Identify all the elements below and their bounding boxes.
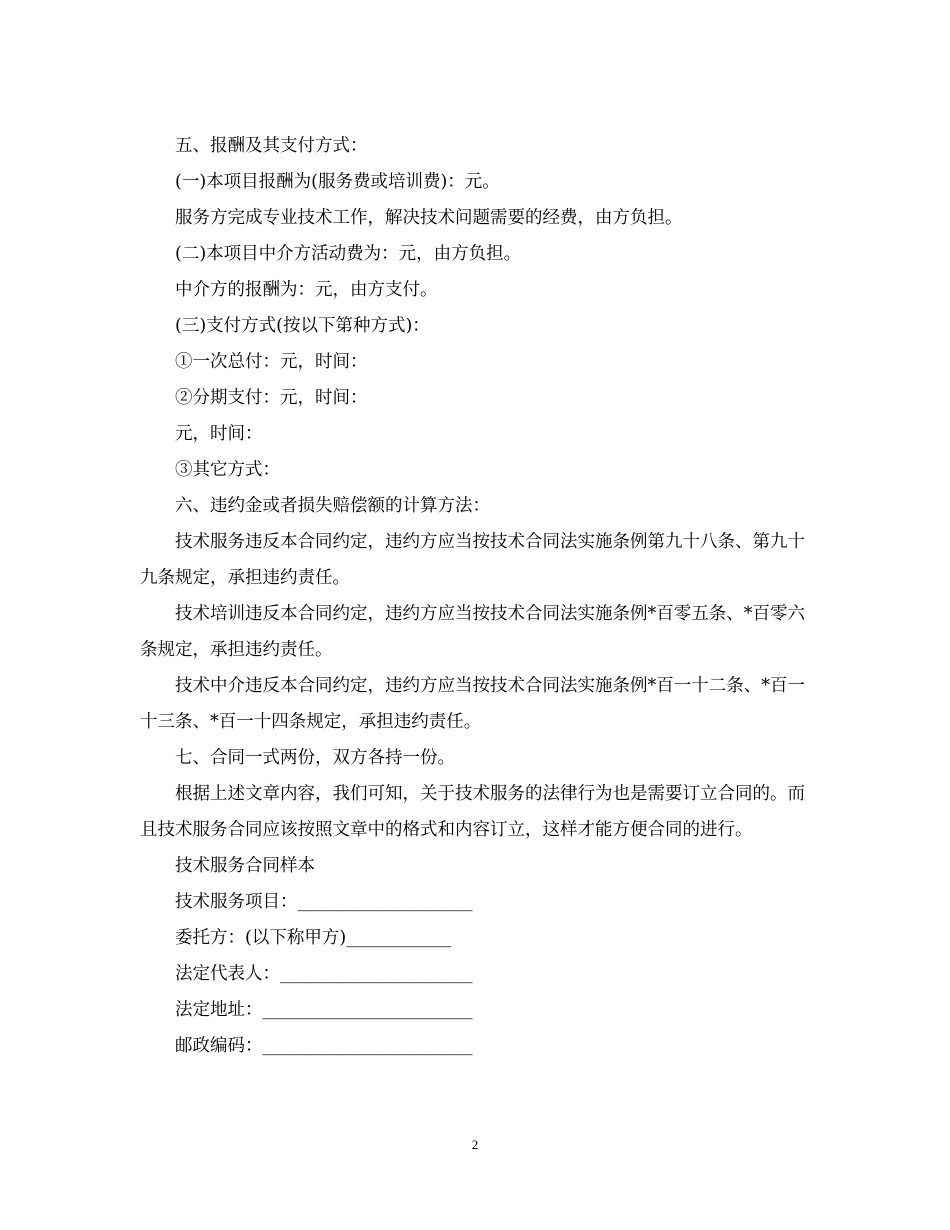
field-service-project: 技术服务项目：____________________ [175,892,473,912]
page-number: 2 [471,1137,479,1152]
field-legal-address: 法定地址：________________________ [175,1000,473,1020]
section-7-heading: 七、合同一式两份，双方各持一份。 [175,748,455,768]
paragraph-service-cost: 服务方完成专业技术工作，解决技术问题需要的经费，由方负担。 [175,208,683,228]
paragraph-conclusion: 根据上述文章内容，我们可知，关于技术服务的法律行为也是需要订立合同的。而且技术服务合同应该按照文章中的格式和内容订立，这样才能方便合同的进行。 [140,784,805,840]
document-body [140,128,812,1064]
paragraph-intermediary-cost: (二)本项目中介方活动费为：元，由方负担。 [175,244,522,264]
field-client: 委托方：(以下称甲方)____________ [175,928,452,948]
field-legal-representative: 法定代表人：______________________ [175,964,473,984]
paragraph-other-method: ③其它方式： [175,460,280,480]
paragraph-fee-amount: (一)本项目报酬为(服务费或培训费)：元。 [175,172,500,192]
field-postal-code: 邮政编码：________________________ [175,1036,473,1056]
sample-title: 技术服务合同样本 [175,856,315,876]
paragraph-lump-sum: ①一次总付：元，时间： [175,352,368,372]
paragraph-intermediary-breach: 技术中介违反本合同约定，违约方应当按技术合同法实施条例*百一十二条、*百一十三条、*百一十四条规定，承担违约责任。 [140,676,805,732]
paragraph-training-breach: 技术培训违反本合同约定，违约方应当按技术合同法实施条例*百零五条、*百零六条规定，承担违约责任。 [140,604,805,660]
paragraph-service-breach: 技术服务违反本合同约定，违约方应当按技术合同法实施条例第九十八条、第九十九条规定，承担违约责任。 [140,532,805,588]
paragraph-payment-method: (三)支付方式(按以下第种方式)： [175,316,430,336]
paragraph-intermediary-fee: 中介方的报酬为：元，由方支付。 [175,280,438,300]
paragraph-installment-time: 元，时间： [175,424,263,444]
section-6-heading: 六、违约金或者损失赔偿额的计算方法： [175,496,490,516]
section-5-heading: 五、报酬及其支付方式： [175,136,368,156]
paragraph-installments: ②分期支付：元，时间： [175,388,368,408]
